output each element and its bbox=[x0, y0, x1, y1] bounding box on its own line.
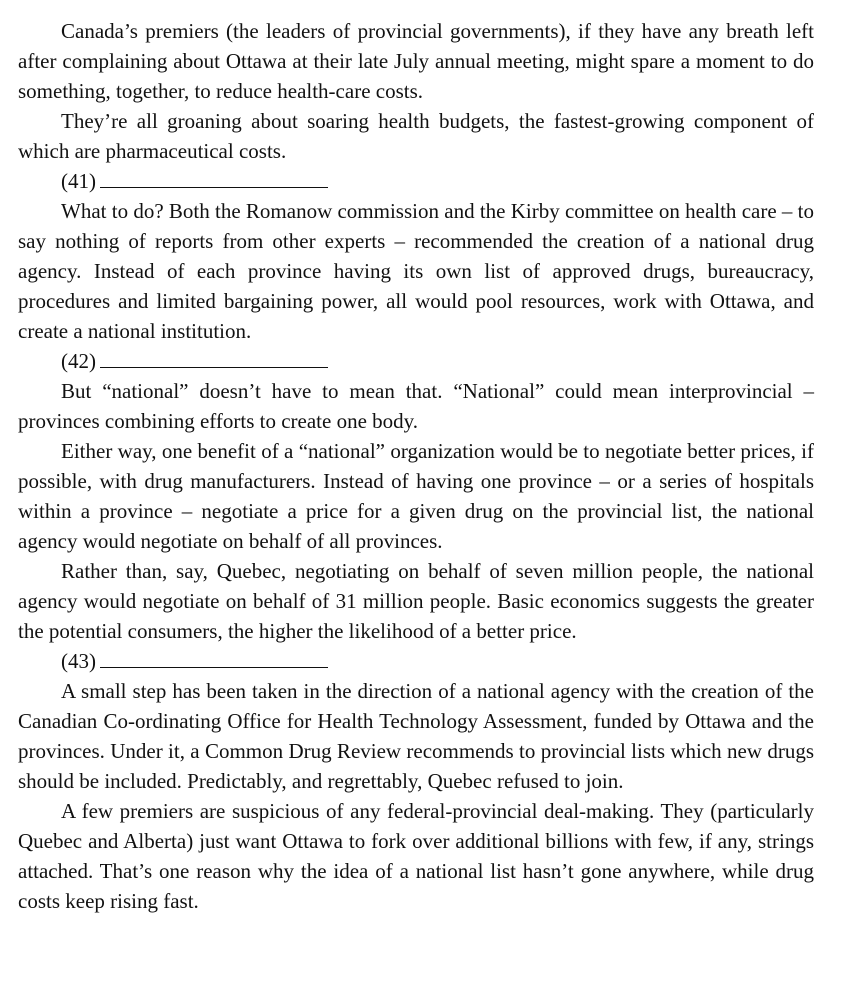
gap-43-blank[interactable] bbox=[100, 647, 328, 668]
gap-43[interactable] bbox=[18, 646, 814, 676]
paragraph-what-to-do: What to do? Both the Romanow commission and the Kirby committee on health care – to say nothing of reports from other experts – recommended the creation of a national drug agency. Instead of each province having its own list of approved drugs, bureaucracy, procedures and limited bargaining power, all would pool resources, work with Ottawa, and create a national institution. bbox=[18, 199, 814, 343]
passage bbox=[18, 16, 814, 916]
gap-41-blank[interactable] bbox=[100, 167, 328, 188]
gap-42-blank[interactable] bbox=[100, 347, 328, 368]
gap-42[interactable] bbox=[18, 346, 814, 376]
paragraph-but-national: But “national” doesn’t have to mean that. “National” could mean interprovincial – provinces combining efforts to create one body. bbox=[18, 379, 814, 433]
paragraph-small-step: A small step has been taken in the direction of a national agency with the creation of the Canadian Co-ordinating Office for Health Technology Assessment, funded by Ottawa and the provinces. Under it, a Common Drug Review recommends to provincial lists which new drugs should be included. Predictably, and regrettably, Quebec refused to join. bbox=[18, 679, 814, 793]
paragraph-premiers: Canada’s premiers (the leaders of provincial governments), if they have any breath left after complaining about Ottawa at their late July annual meeting, might spare a moment to do something, together, to reduce health-care costs. bbox=[18, 19, 814, 103]
paragraph-either-way: Either way, one benefit of a “national” organization would be to negotiate better prices, if possible, with drug manufacturers. Instead of having one province – or a series of hospitals within a province – negotiate a price for a given drug on the provincial list, the national agency would negotiate on behalf of all provinces. bbox=[18, 439, 814, 553]
gap-41-number: (41) bbox=[61, 169, 96, 193]
paragraph-few-premiers: A few premiers are suspicious of any federal-provincial deal-making. They (particularly Quebec and Alberta) just want Ottawa to fork over additional billions with few, if any, strings attached. That’s one reason why the idea of a national list hasn’t gone anywhere, while drug costs keep rising fast. bbox=[18, 799, 814, 913]
gap-43-number: (43) bbox=[61, 649, 96, 673]
gap-42-number: (42) bbox=[61, 349, 96, 373]
paragraph-health-budgets: They’re all groaning about soaring health budgets, the fastest-growing component of which are pharmaceutical costs. bbox=[18, 109, 814, 163]
gap-41[interactable] bbox=[18, 166, 814, 196]
paragraph-rather-than: Rather than, say, Quebec, negotiating on behalf of seven million people, the national agency would negotiate on behalf of 31 million people. Basic economics suggests the greater the potential consumers, the higher the likelihood of a better price. bbox=[18, 559, 814, 643]
